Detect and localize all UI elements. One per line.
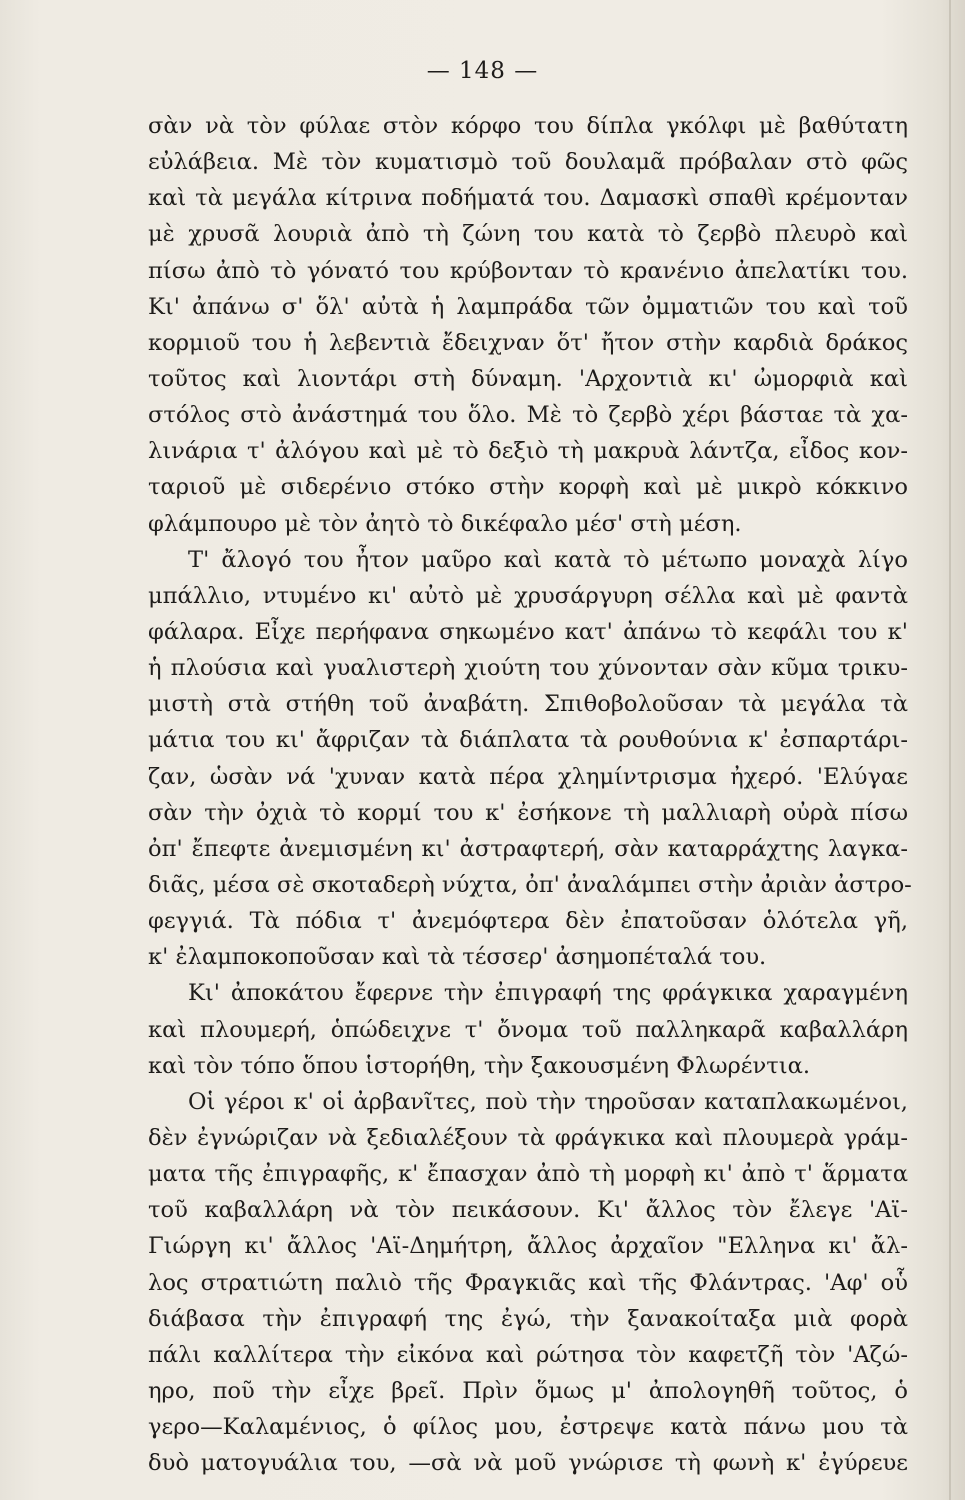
body-text	[148, 108, 912, 1481]
text-line: γερο—Καλαμένιος, ὁ φίλος μου, ἐστρεψε κατὰ πάνω μου τὰ	[148, 1414, 908, 1441]
text-line: μιστὴ στὰ στήθη τοῦ ἀναβάτη. Σπιθοβολοῦσαν τὰ μεγάλα τὰ	[148, 691, 908, 718]
page-number: — 148 —	[426, 58, 539, 84]
text-line: πάλι καλλίτερα τὴν εἰκόνα καὶ ρώτησα τὸν καφετζῆ τὸν 'Αζώ-	[148, 1341, 908, 1368]
text-line: Τ' ἄλογό του ἦτον μαῦρο καὶ κατὰ τὸ μέτωπο μοναχὰ λίγο	[188, 546, 908, 573]
text-line: εὐλάβεια. Μὲ τὸν κυματισμὸ τοῦ δουλαμᾶ πρόβαλαν στὸ φῶς	[148, 149, 908, 176]
paragraph	[148, 542, 912, 976]
text-line: ηρο, ποῦ τὴν εἶχε βρεῖ. Πρὶν ὅμως μ' ἀπολογηθῆ τοῦτος, ὁ	[148, 1377, 908, 1404]
paragraph	[148, 975, 908, 1083]
text-line: λινάρια τ' ἀλόγου καὶ μὲ τὸ δεξιὸ τὴ μακρυὰ λάντζα, εἶδος κον-	[148, 438, 908, 465]
text-line: καὶ τὰ μεγάλα κίτρινα ποδήματά του. Δαμασκὶ σπαθὶ κρέμονταν	[148, 185, 908, 212]
text-line: Οἱ γέροι κ' οἱ ἀρβανῖτες, ποὺ τὴν τηροῦσαν καταπλακωμένοι,	[188, 1088, 908, 1115]
text-line: Κι' ἀπάνω σ' ὅλ' αὐτὰ ἡ λαμπράδα τῶν ὀμματιῶν του καὶ τοῦ	[148, 293, 908, 320]
text-line: κορμιοῦ του ἡ λεβεντιὰ ἔδειχναν ὅτ' ἤτον στὴν καρδιὰ δράκος	[148, 329, 908, 356]
text-line: ματα τῆς ἐπιγραφῆς, κ' ἔπασχαν ἀπὸ τὴ μορφὴ κι' ἀπὸ τ' ἅρματα	[148, 1161, 908, 1188]
text-line: σὰν τὴν ὀχιὰ τὸ κορμί του κ' ἐσήκονε τὴ μαλλιαρὴ οὐρὰ πίσω	[148, 799, 908, 826]
text-line: τοῦτος καὶ λιοντάρι στὴ δύναμη. 'Αρχοντιὰ κι' ὠμορφιὰ καὶ	[148, 365, 908, 392]
text-line: καὶ πλουμερή, ὁπώδειχνε τ' ὄνομα τοῦ παλληκαρᾶ καβαλλάρη	[148, 1016, 908, 1043]
text-line: ὀπ' ἔπεφτε ἀνεμισμένη κι' ἀστραφτερή, σὰν καταρράχτης λαγκα-	[148, 835, 908, 862]
text-line: ζαν, ὡσὰν νά 'χυναν κατὰ πέρα χλημίντρισμα ἠχερό. 'Ελύγαε	[148, 763, 908, 790]
text-line: φάλαρα. Εἶχε περήφανα σηκωμένο κατ' ἀπάνω τὸ κεφάλι του κ'	[148, 618, 908, 645]
text-line: σὰν νὰ τὸν φύλαε στὸν κόρφο του δίπλα γκόλφι μὲ βαθύτατη	[148, 113, 908, 139]
text-line: Κι' ἀποκάτου ἔφερνε τὴν ἐπιγραφή της φράγκικα χαραγμένη	[188, 980, 908, 1007]
text-line: Γιώργη κι' ἄλλος 'Αϊ-Δημήτρη, ἄλλος ἀρχαῖον "Ελληνα κι' ἄλ-	[148, 1233, 908, 1260]
text-line: δυὸ ματογυάλια του, —σὰ νὰ μοῦ γνώρισε τὴ φωνὴ κ' ἐγύρευε	[148, 1450, 908, 1477]
paragraph	[148, 1084, 908, 1482]
text-line: λος στρατιώτη παλιὸ τῆς Φραγκιᾶς καὶ τῆς Φλάντρας. 'Αφ' οὗ	[148, 1269, 908, 1296]
text-line: μὲ χρυσᾶ λουριὰ ἀπὸ τὴ ζώνη του κατὰ τὸ ζερβὸ πλευρὸ καὶ	[148, 221, 908, 248]
text-line: διάβασα τὴν ἐπιγραφή της ἐγώ, τὴν ξανακοίταξα μιὰ φορὰ	[148, 1305, 908, 1332]
paragraph	[148, 108, 908, 542]
text-line: ἡ πλούσια καὶ γυαλιστερὴ χιούτη του χύνονταν σὰν κῦμα τρικυ-	[148, 655, 908, 682]
text-line: φεγγιά. Τὰ πόδια τ' ἀνεμόφτερα δὲν ἐπατοῦσαν ὁλότελα γῆ,	[148, 908, 908, 935]
text-line: μάτια του κι' ἄφριζαν τὰ διάπλατα τὰ ρουθούνια κ' ἐσπαρτάρι-	[148, 727, 908, 754]
text-line: καὶ τὸν τόπο ὅπου ἱστορήθη, τὴν ξακουσμένη Φλωρέντια.	[148, 1052, 811, 1079]
text-line: τοῦ καβαλλάρη νὰ τὸν πεικάσουν. Κι' ἄλλος τὸν ἔλεγε 'Αϊ-	[148, 1197, 908, 1224]
text-line: φλάμπουρο μὲ τὸν ἀητὸ τὸ δικέφαλο μέσ' στὴ μέση.	[148, 510, 742, 537]
text-line: δὲν ἐγνώριζαν νὰ ξεδιαλέξουν τὰ φράγκικα καὶ πλουμερὰ γράμ-	[148, 1124, 908, 1151]
text-line: κ' ἐλαμποκοποῦσαν καὶ τὰ τέσσερ' ἀσημοπέταλά του.	[148, 944, 767, 971]
text-line: διᾶς, μέσα σὲ σκοταδερὴ νύχτα, ὀπ' ἀναλάμπει στὴν ἀριὰν ἀστρο-	[148, 871, 912, 898]
text-line: ταριοῦ μὲ σιδερένιο στόκο στὴν κορφὴ καὶ μὲ μικρὸ κόκκινο	[148, 474, 908, 501]
text-line: στόλος στὸ ἀνάστημά του ὅλο. Μὲ τὸ ζερβὸ χέρι βάσταε τὰ χα-	[148, 402, 908, 429]
text-line: πίσω ἀπὸ τὸ γόνατό του κρύβονταν τὸ κρανένιο ἀπελατίκι του.	[148, 257, 908, 284]
page-edge	[949, 0, 951, 1500]
text-line: μπάλλιο, ντυμένο κι' αὐτὸ μὲ χρυσάργυρη σέλλα καὶ μὲ φαντὰ	[148, 582, 908, 609]
